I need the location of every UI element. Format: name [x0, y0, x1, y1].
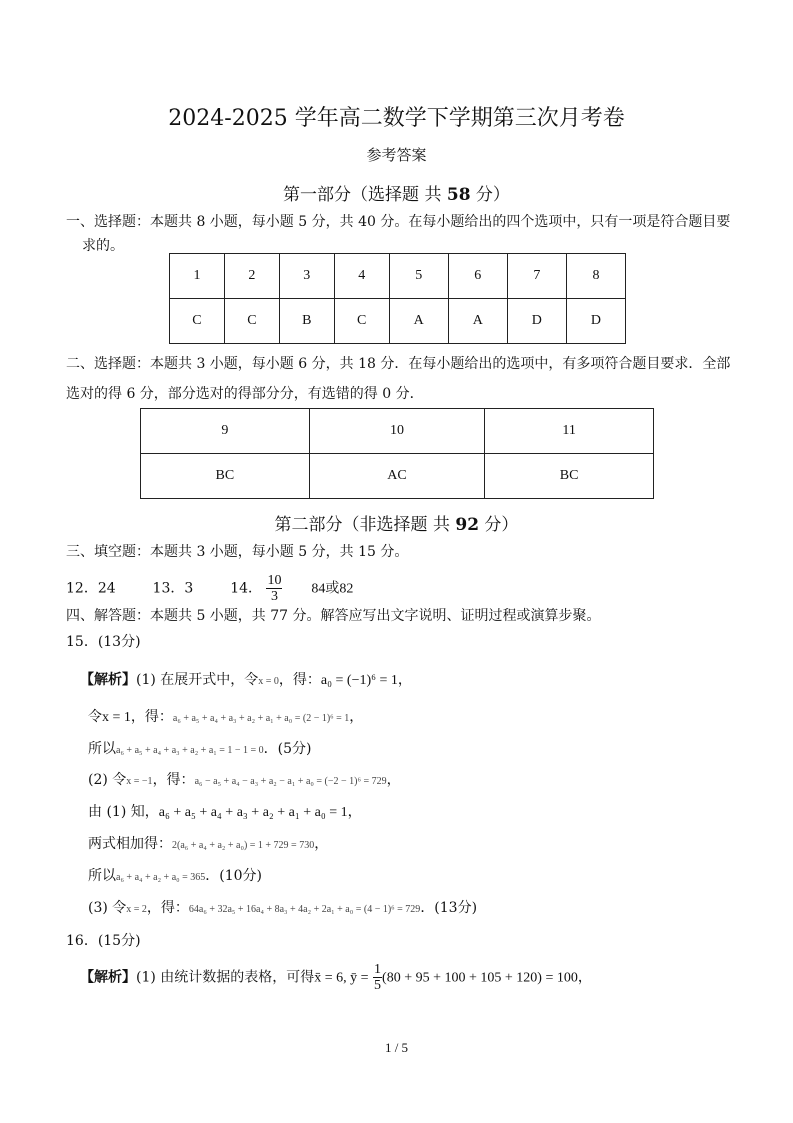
q15-line-5: [88, 800, 362, 825]
table-cell: A: [448, 299, 507, 344]
analysis-label: 【解析】: [80, 672, 136, 688]
math: a₆ + a₅ + a₄ + a₃ + a₂ + a₁ + a₀ = (2 − 1)⁶ = 1: [172, 713, 350, 724]
section-three-instructions: 三、填空题：本题共 3 小题，每小题 5 分，共 15 分。: [66, 544, 409, 560]
math: x = 2: [126, 904, 147, 915]
q15-line-6: [88, 832, 328, 858]
part-one-score: 58: [446, 185, 471, 205]
fraction-numerator: 10: [267, 573, 282, 588]
table-cell: BC: [485, 454, 654, 499]
text: ，: [314, 836, 329, 852]
section-one-line-1: 一、选择题：本题共 8 小题，每小题 5 分，共 40 分。在每小题给出的四个选项中，只有一项是符合题目要: [66, 214, 731, 230]
text: ，得：: [146, 900, 189, 916]
answer-14-label: 14．: [230, 580, 263, 597]
answer-14-fraction: [266, 573, 282, 604]
text: 由 (1) 知，: [88, 804, 159, 820]
fraction-one-fifth: [373, 962, 382, 993]
math: a₀ = (−1)⁶ = 1: [320, 673, 398, 688]
q15-line-8: [88, 896, 477, 922]
math: x = 1: [102, 710, 131, 725]
part-two-text: 第二部分（非选择题 共: [274, 515, 456, 535]
q15-line-7: [88, 864, 262, 890]
text: (3) 令: [88, 900, 127, 916]
math: 64a₆ + 32a₅ + 16a₄ + 8a₃ + 4a₂ + 2a₁ + a₀ = (4 − 1)⁶ = 729: [188, 904, 421, 915]
math: a₆ − a₅ + a₄ − a₃ + a₂ − a₁ + a₀ = (−2 − 1)⁶ = 729: [194, 776, 387, 787]
text: ，得：: [152, 772, 195, 788]
single-choice-answer-table: [169, 253, 626, 344]
q15-line-1: [80, 668, 412, 694]
q16-line-1: [80, 962, 592, 993]
text: 两式相加得：: [88, 836, 172, 852]
text: 所以: [88, 868, 116, 884]
table-cell: C: [224, 299, 279, 344]
q15-line-3: [88, 737, 312, 763]
table-cell: 7: [507, 254, 566, 299]
math: x = 0: [258, 676, 279, 687]
section-four-instructions: 四、解答题：本题共 5 小题，共 77 分。解答应写出文字说明、证明过程或演算步聚。: [66, 608, 601, 624]
math: x̄ = 6, ȳ =: [314, 970, 369, 986]
table-cell: 1: [170, 254, 225, 299]
text: ．(13分): [420, 900, 478, 916]
multi-choice-answer-row: [141, 454, 654, 499]
table-cell: C: [170, 299, 225, 344]
table-cell: A: [389, 299, 448, 344]
q15-line-2: [88, 705, 363, 731]
multi-choice-header-row: [141, 409, 654, 454]
table-cell: BC: [141, 454, 310, 499]
text: ，: [397, 672, 412, 688]
table-cell: D: [566, 299, 625, 344]
answer-12: 12．24: [66, 580, 116, 597]
table-cell: AC: [309, 454, 484, 499]
math: 2(a₆ + a₄ + a₂ + a₀) = 1 + 729 = 730: [172, 840, 315, 851]
table-cell: C: [334, 299, 389, 344]
part-two-heading: [0, 510, 793, 535]
math: a₆ + a₅ + a₄ + a₃ + a₂ + a₁ = 1 − 1 = 0: [116, 745, 264, 756]
text: ．(5分): [263, 741, 312, 757]
text: ．(10分): [205, 868, 263, 884]
text: ，: [349, 709, 364, 725]
table-cell: 3: [279, 254, 334, 299]
text: (2) 令: [88, 772, 127, 788]
math: a₆ + a₅ + a₄ + a₃ + a₂ + a₁ + a₀ = 1: [158, 805, 348, 820]
fraction-denominator: 3: [270, 589, 278, 604]
part-one-text: 第一部分（选择题 共: [283, 185, 447, 205]
part-two-score: 92: [455, 515, 480, 535]
text: (1) 由统计数据的表格，可得: [136, 969, 315, 986]
table-cell: 2: [224, 254, 279, 299]
q16-heading: 16．(15分): [66, 933, 141, 949]
text: ，: [577, 969, 592, 986]
table-cell: 8: [566, 254, 625, 299]
table-cell: 11: [485, 409, 654, 454]
text: (1) 在展开式中，令: [136, 672, 259, 688]
document-title: 2024-2025 学年高二数学下学期第三次月考卷: [168, 106, 625, 131]
answer-13: 13．3: [152, 580, 194, 597]
section-two-line-1: 二、选择题：本题共 3 小题，每小题 6 分，共 18 分．在每小题给出的选项中，有多项符合题目要求．全部: [66, 356, 731, 372]
table-cell: 4: [334, 254, 389, 299]
q15-line-4: [88, 768, 401, 794]
part-two-tail: 分）: [479, 515, 519, 535]
math: (80 + 95 + 100 + 105 + 120) = 100: [382, 970, 578, 986]
text: 所以: [88, 741, 116, 757]
table-cell: D: [507, 299, 566, 344]
math: x = −1: [126, 776, 153, 787]
part-one-tail: 分）: [470, 185, 510, 205]
single-choice-header-row: [170, 254, 626, 299]
analysis-label: 【解析】: [80, 969, 136, 986]
text: ，: [347, 804, 362, 820]
math: a₆ + a₄ + a₂ + a₀ = 365: [116, 872, 206, 883]
multi-choice-answer-table: [140, 408, 654, 499]
fraction-numerator: 1: [374, 962, 382, 977]
section-one-line-2: 求的。: [82, 238, 124, 254]
answer-14-extra: 84或82: [311, 581, 354, 597]
document-subtitle: 参考答案: [366, 146, 427, 164]
text: ，得：: [278, 672, 321, 688]
table-cell: 10: [309, 409, 484, 454]
table-cell: 6: [448, 254, 507, 299]
single-choice-answer-row: [170, 299, 626, 344]
text: 令: [88, 709, 102, 725]
section-two-line-2: 选对的得 6 分，部分选对的得部分分，有选错的得 0 分．: [66, 386, 424, 402]
table-cell: 9: [141, 409, 310, 454]
page-number: 1 / 5: [384, 1040, 409, 1055]
text: ，: [386, 772, 401, 788]
section-one-instructions: [66, 210, 730, 258]
table-cell: 5: [389, 254, 448, 299]
table-cell: B: [279, 299, 334, 344]
text: ，得：: [130, 709, 173, 725]
fill-in-answers: [66, 573, 353, 604]
section-two-instructions: [66, 349, 730, 409]
fraction-denominator: 5: [374, 978, 382, 993]
q15-heading: 15．(13分): [66, 634, 141, 650]
part-one-heading: [0, 180, 793, 205]
